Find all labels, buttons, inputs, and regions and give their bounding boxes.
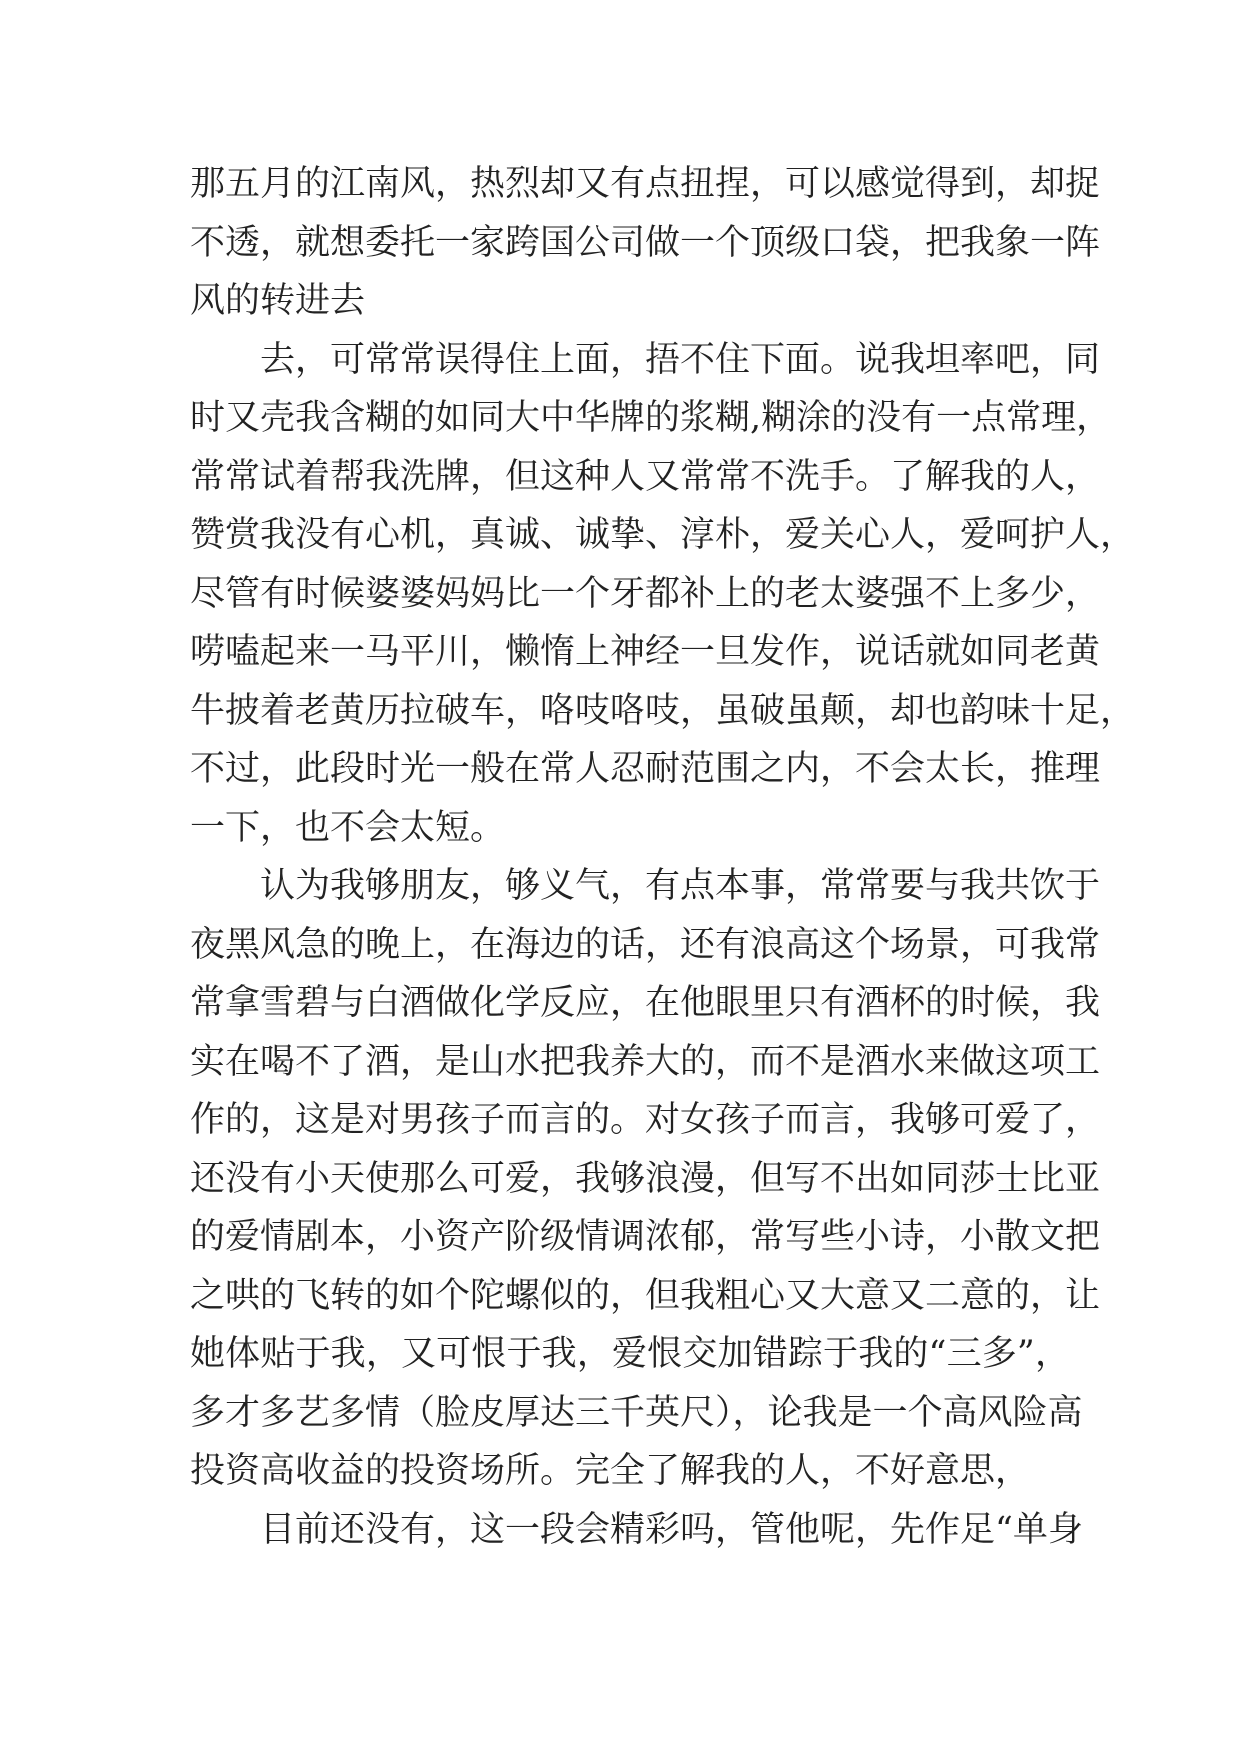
- paragraph-line: 赞赏我没有心机，真诚、诚挚、淳朴，爱关心人，爱呵护人，: [190, 515, 1136, 555]
- paragraph-line: 多才多艺多情（脸皮厚达三千英尺），论我是一个高风险高: [190, 1392, 1083, 1433]
- paragraph-line: 那五月的江南风，热烈却又有点扭捏，可以感觉得到，却捉: [190, 164, 1101, 204]
- paragraph-line: 风的转进去: [190, 281, 366, 321]
- paragraph-line: 唠嗑起来一马平川，懒惰上神经一旦发作，说话就如同老黄: [190, 632, 1101, 672]
- paragraph: [190, 155, 1101, 331]
- paragraph-line: 还没有小天使那么可爱，我够浪漫，但写不出如同莎士比亚: [190, 1158, 1101, 1199]
- paragraph-line: 不透，就想委托一家跨国公司做一个顶级口袋，把我象一阵: [190, 222, 1101, 263]
- paragraph-line: 她体贴于我，又可恨于我，爱恨交加错踪于我的“三多”，: [190, 1334, 1070, 1374]
- paragraph: [190, 331, 1136, 858]
- paragraph-line: 常拿雪碧与白酒做化学反应，在他眼里只有酒杯的时候，我: [190, 983, 1101, 1023]
- paragraph-line: 时又壳我含糊的如同大中华牌的浆糊,糊涂的没有一点常理，: [190, 398, 1112, 438]
- paragraph-line: 认为我够朋友，够义气，有点本事，常常要与我共饮于: [260, 866, 1101, 906]
- paragraph-line: 一下，也不会太短。: [190, 807, 506, 848]
- paragraph-line: 常常试着帮我洗牌，但这种人又常常不洗手。了解我的人，: [190, 456, 1101, 497]
- paragraph-line: 作的，这是对男孩子而言的。对女孩子而言，我够可爱了，: [190, 1100, 1101, 1140]
- paragraph-line: 之哄的飞转的如个陀螺似的，但我粗心又大意又二意的，让: [190, 1275, 1101, 1316]
- paragraph: [190, 1501, 1083, 1560]
- paragraph-line: 的爱情剧本，小资产阶级情调浓郁，常写些小诗，小散文把: [190, 1217, 1101, 1257]
- paragraph-line: 夜黑风急的晚上，在海边的话，还有浪高这个场景，可我常: [190, 924, 1101, 965]
- paragraph-line: 牛披着老黄历拉破车，咯吱咯吱，虽破虽颠，却也韵味十足，: [190, 690, 1136, 731]
- paragraph-line: 尽管有时候婆婆妈妈比一个牙都补上的老太婆强不上多少，: [190, 573, 1101, 614]
- paragraph-line: 实在喝不了酒，是山水把我养大的，而不是酒水来做这项工: [190, 1041, 1101, 1082]
- paragraph-line: 不过，此段时光一般在常人忍耐范围之内，不会太长，推理: [190, 749, 1101, 789]
- paragraph-line: 去，可常常误得住上面，捂不住下面。说我坦率吧，同: [260, 339, 1101, 380]
- paragraph: [190, 857, 1101, 1501]
- document-body: [190, 155, 1136, 1559]
- paragraph-line: 投资高收益的投资场所。完全了解我的人，不好意思，: [190, 1451, 1031, 1491]
- paragraph-line: 目前还没有，这一段会精彩吗，管他呢，先作足“单身: [260, 1509, 1083, 1550]
